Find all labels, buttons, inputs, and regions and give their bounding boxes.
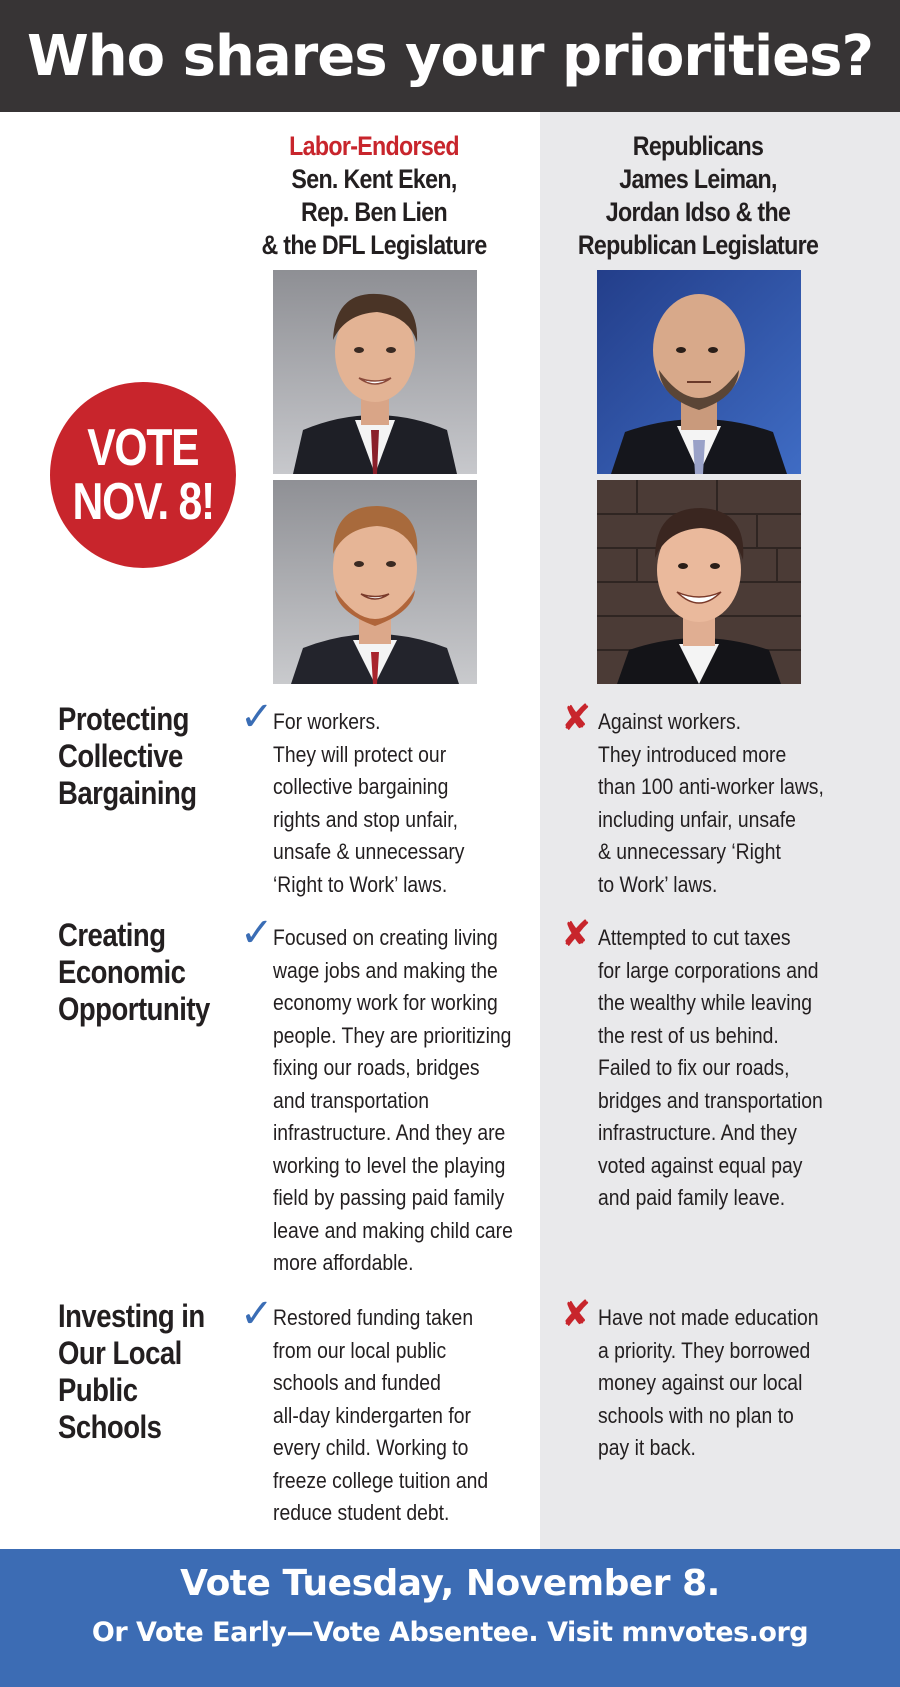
dfl-column-heading <box>245 130 503 262</box>
check-icon: ✓ <box>240 910 274 956</box>
republican-position-collective-bargaining: Against workers. They introduced more than 100 anti-worker laws, including unfair, unsafe & unnecessary ‘Right to Work’ laws. <box>598 709 824 897</box>
badge-line: NOV. 8! <box>72 473 214 531</box>
republican-name-line: Republicans <box>632 131 764 161</box>
kent-eken-photo <box>273 270 477 474</box>
republican-name-line: Republican Legislature <box>577 230 819 260</box>
badge-line: VOTE <box>87 419 199 477</box>
vote-early-line: Or Vote Early—Vote Absentee. Visit mnvotes.org <box>91 1617 809 1648</box>
vote-date-heading: Vote Tuesday, November 8. <box>180 1563 720 1604</box>
jordan-idso-photo <box>597 480 801 684</box>
vote-nov-8-badge <box>50 382 236 568</box>
header-banner <box>0 0 900 112</box>
check-icon: ✓ <box>240 694 274 740</box>
republican-position-local-public-schools: Have not made education a priority. They borrowed money against our local schools with no plan to pay it back. <box>598 1305 819 1460</box>
republican-column-heading <box>569 130 827 262</box>
issue-label-economic-opportunity: Creating Economic Opportunity <box>58 917 210 1027</box>
republican-name-line: Jordan Idso & the <box>605 197 791 227</box>
x-mark-icon: ✘ <box>561 1294 592 1335</box>
x-mark-icon: ✘ <box>561 698 592 739</box>
republican-name-line: James Leiman, <box>619 164 777 194</box>
check-icon: ✓ <box>240 1291 274 1337</box>
page-title: Who shares your priorities? <box>27 23 873 89</box>
issue-label-local-public-schools: Investing in Our Local Public Schools <box>58 1298 205 1445</box>
republican-position-economic-opportunity: Attempted to cut taxes for large corporations and the wealthy while leaving the rest of us behind. Failed to fix our roads, bridges and transportation infrastructure. And they voted against equal pay and paid family leave. <box>598 925 823 1210</box>
footer-banner <box>0 1549 900 1687</box>
dfl-name-line: Sen. Kent Eken, <box>291 164 457 194</box>
x-mark-icon: ✘ <box>561 914 592 955</box>
labor-endorsed-label: Labor-Endorsed <box>289 131 459 161</box>
james-leiman-photo <box>597 270 801 474</box>
dfl-name-line: Rep. Ben Lien <box>301 197 447 227</box>
dfl-position-collective-bargaining: For workers. They will protect our collective bargaining rights and stop unfair, unsafe & unnecessary ‘Right to Work’ laws. <box>273 709 465 897</box>
dfl-position-economic-opportunity: Focused on creating living wage jobs and making the economy work for working people. They are prioritizing fixing our roads, bridges and transportation infrastructure. And they are working to level the playing field by passing paid family leave and making child care more affordable. <box>273 925 513 1275</box>
dfl-name-line: & the DFL Legislature <box>261 230 487 260</box>
ben-lien-photo <box>273 480 477 684</box>
issue-label-collective-bargaining: Protecting Collective Bargaining <box>58 701 197 811</box>
dfl-position-local-public-schools: Restored funding taken from our local public schools and funded all-day kindergarten for every child. Working to freeze college tuition and reduce student debt. <box>273 1305 489 1525</box>
